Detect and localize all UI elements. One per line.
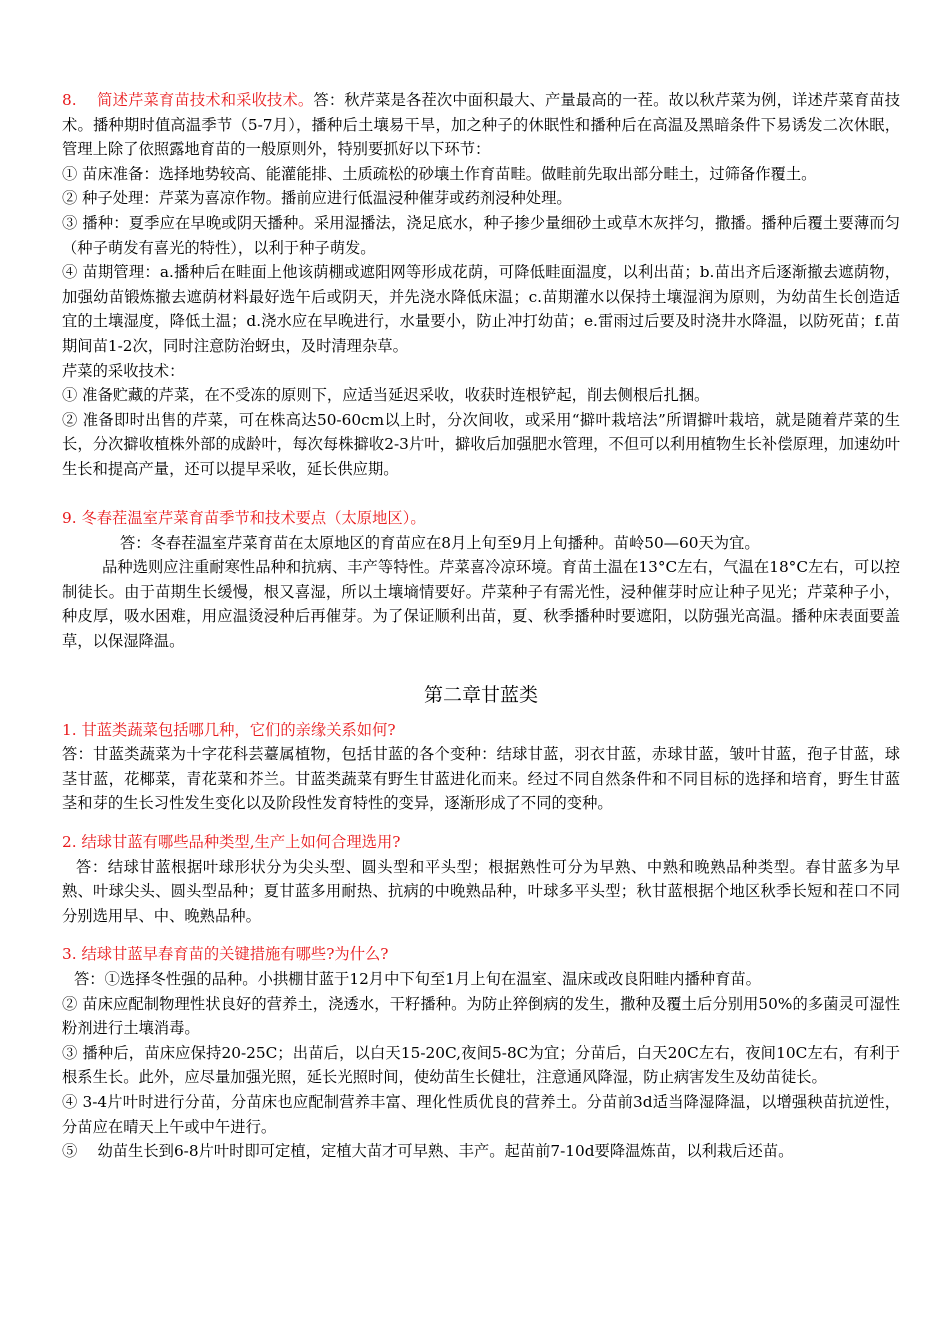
c3-step-2: ② 苗床应配制物理性状良好的营养土，浇透水，干籽播种。为防止猝倒病的发生，撒种及覆土后分别用50%的多菌灵可湿性粉剂进行土壤消毒。 — [62, 994, 900, 1038]
spacer — [62, 482, 900, 507]
c1-title: 1. 甘蓝类蔬菜包括哪几种，它们的亲缘关系如何? — [62, 720, 396, 739]
q8-step-3: ③ 播种：夏季应在早晚或阴天播种。采用湿播法，浇足底水，种子掺少量细砂土或草木灰拌匀，撒播。播种后覆土要薄而匀（种子萌发有喜光的特性），以利于种子萌发。 — [62, 213, 900, 257]
c3-step-5: ⑤ 幼苗生长到6-8片叶时即可定植，定植大苗才可早熟、丰产。起苗前7-10d要降温炼苗，以利栽后还苗。 — [62, 1142, 794, 1161]
q8-lead: 答：秋芹菜是各茬次中面积最大、产量最高的一茬。故以秋芹菜为例，详述芹菜育苗技术。播种期时值高温季节（5-7月），播种后土壤易干旱，加之种子的休眠性和播种后在高温及黑暗条件下易诱发二次休眠，管理上除了依照露地育苗的一般原则外，特别要抓好以下环节： — [62, 91, 900, 159]
q9-answer-1: 答：冬春茬温室芹菜育苗在太原地区的育苗应在8月上旬至9月上旬播种。苗岭50—60天为宜。 — [120, 533, 760, 552]
q8-harvest-1: ① 准备贮藏的芹菜，在不受冻的原则下，应适当延迟采收，收获时连根铲起，削去侧根后扎捆。 — [62, 386, 710, 405]
c3-title: 3. 结球甘蓝早春育苗的关键措施有哪些?为什么? — [62, 945, 389, 964]
spacer — [62, 816, 900, 830]
q9-answer-2: 品种选则应注重耐寒性品种和抗病、丰产等特性。芹菜喜冷凉环境。育苗土温在13°C左右，气温在18°C左右，可以控制徒长。由于苗期生长缓慢，根又喜湿，所以土壤墒情要好。芹菜种子有需光性，浸种催芽时应让种子见光；芹菜种子小，种皮厚，吸水困难，用应温烫浸种后再催芽。为了保证顺利出苗，夏、秋季播种时要遮阳，以防强光高温。播种床表面要盖草，以保湿降温。 — [62, 558, 900, 651]
document-page — [62, 88, 900, 1164]
spacer — [62, 928, 900, 942]
c3-step-1: 答：①选择冬性强的品种。小拱棚甘蓝于12月中下旬至1月上旬在温室、温床或改良阳畦内播种育苗。 — [74, 970, 761, 988]
q8-step-4: ④ 苗期管理：a.播种后在畦面上他该荫棚或遮阳网等形成花荫，可降低畦面温度，以利出苗；b.苗出齐后逐渐撤去遮荫物，加强幼苗锻炼撤去遮荫材料最好选午后或阴天，并先浇水降低床温；c.苗期灌水以保持土壤湿润为原则，为幼苗生长创造适宜的土壤湿度，降低土温；d.浇水应在早晚进行，水量要小，防止冲打幼苗；e.雷雨过后要及时浇井水降温，以防死苗；f.苗期间苗1-2次，同时注意防治蚜虫，及时清理杂草。 — [62, 263, 900, 355]
q8-title: 8. 简述芹菜育苗技术和采收技术。 — [62, 91, 314, 109]
c2-answer: 答：结球甘蓝根据叶球形状分为尖头型、圆头型和平头型；根据熟性可分为早熟、中熟和晚熟品种类型。春甘蓝多为早熟、叶球尖头、圆头型品种；夏甘蓝多用耐热、抗病的中晚熟品种，叶球多平头型；秋甘蓝根据个地区秋季长短和茬口不同分别选用早、中、晚熟品种。 — [62, 857, 900, 925]
q8-harvest-title: 芹菜的采收技术： — [62, 361, 185, 380]
c1-answer: 答：甘蓝类蔬菜为十字花科芸薹属植物，包括甘蓝的各个变种：结球甘蓝，羽衣甘蓝，赤球甘蓝，皱叶甘蓝，孢子甘蓝，球茎甘蓝，花椰菜，青花菜和芥兰。甘蓝类蔬菜有野生甘蓝进化而来。经过不同自然条件和不同目标的选择和培育，野生甘蓝茎和芽的生长习性发生变化以及阶段性发育特性的变异，逐渐形成了不同的变种。 — [62, 745, 900, 813]
q8-harvest-2: ② 准备即时出售的芹菜，可在株高达50-60cm以上时，分次间收，或采用“擗叶栽培法”所谓擗叶栽培，就是随着芹菜的生长，分次擗收植株外部的成龄叶，每次每株擗收2-3片叶，擗收后加强肥水管理，不但可以利用植物生长补偿原理，加速幼叶生长和提高产量，还可以提早采收，延长供应期。 — [62, 410, 900, 478]
spacer — [62, 654, 900, 668]
q8-step-1: ① 苗床准备：选择地势较高、能灌能排、土质疏松的砂壤土作育苗畦。做畦前先取出部分畦土，过筛备作覆土。 — [62, 164, 817, 183]
c3-step-4: ④ 3-4片叶时进行分苗，分苗床也应配制营养丰富、理化性质优良的营养土。分苗前3d适当降湿降温，以增强秧苗抗逆性，分苗应在晴天上午或中午进行。 — [62, 1092, 900, 1136]
q8-step-2: ② 种子处理：芹菜为喜凉作物。播前应进行低温浸种催芽或药剂浸种处理。 — [62, 189, 572, 208]
chapter-title: 第二章甘蓝类 — [423, 683, 538, 706]
q9-title: 9. 冬春茬温室芹菜育苗季节和技术要点（太原地区）。 — [62, 509, 426, 528]
q8-paragraph — [62, 88, 900, 162]
c3-step-3: ③ 播种后，苗床应保持20-25C；出苗后，以白天15-20C,夜间5-8C为宜；分苗后，白天20C左右，夜间10C左右，有利于根系生长。此外，应尽量加强光照，延长光照时间，使幼苗生长健壮，注意通风降湿，防止病害发生及幼苗徒长。 — [62, 1043, 900, 1087]
c2-title: 2. 结球甘蓝有哪些品种类型,生产上如何合理选用? — [62, 833, 401, 852]
